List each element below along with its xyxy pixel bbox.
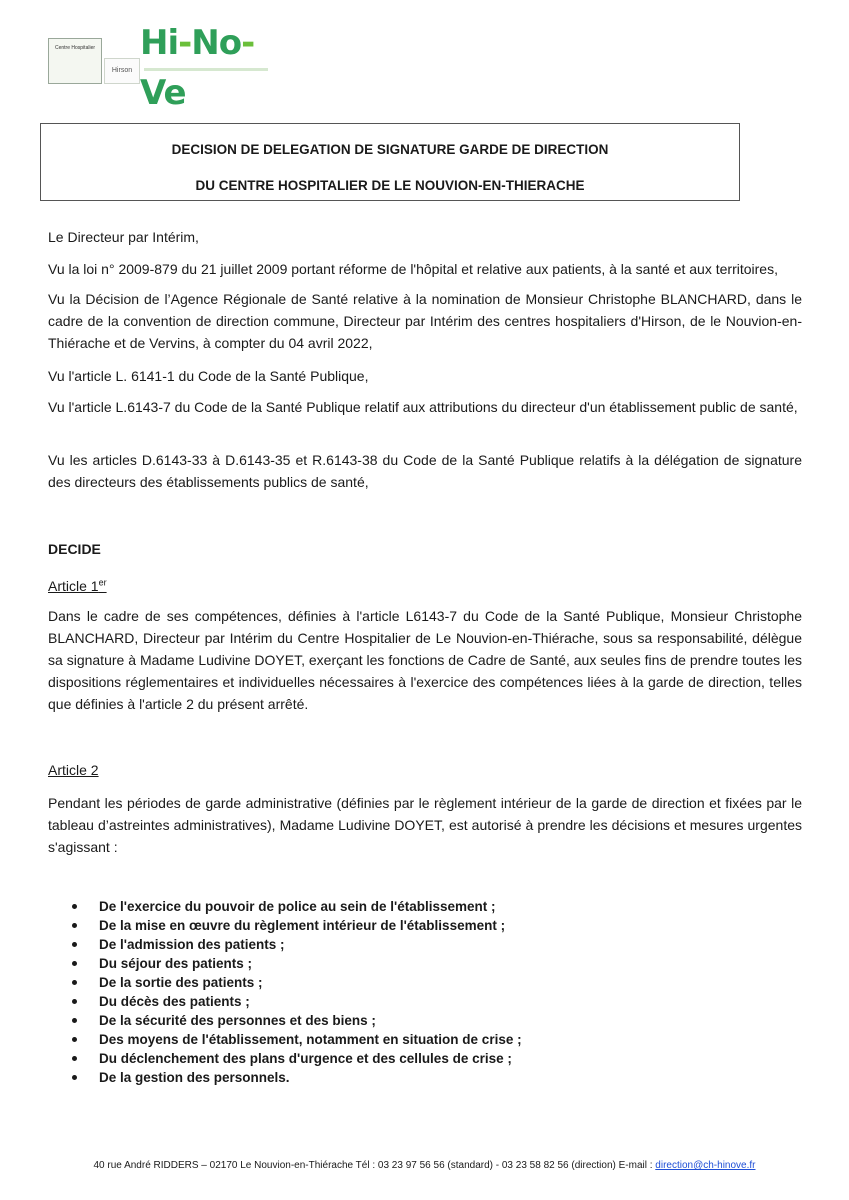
list-item [72, 897, 522, 916]
vu-paragraph-5: Vu les articles D.6143-33 à D.6143-35 et R.6143-38 du Code de la Santé Publique relatifs à la délégation de signature des directeurs des établissements publics de santé, [48, 452, 802, 490]
list-item [72, 1030, 522, 1049]
list-item [72, 1011, 522, 1030]
list-item-text: De la mise en œuvre du règlement intérieur de l'établissement ; [99, 918, 506, 933]
hinove-logo [48, 14, 278, 113]
footer-email-link[interactable]: direction@ch-hinove.fr [655, 1160, 756, 1171]
article-2-list [72, 897, 522, 1087]
document-title-line-1: DECISION DE DELEGATION DE SIGNATURE GARDE DE DIRECTION [171, 142, 609, 157]
article-1-label: Article 1 [48, 577, 99, 594]
bullet-icon [72, 1037, 77, 1042]
list-item [72, 916, 522, 935]
bullet-icon [72, 961, 77, 966]
list-item [72, 954, 522, 973]
bullet-icon [72, 1056, 77, 1061]
document-title-line-2: DU CENTRE HOSPITALIER DE LE NOUVION-EN-THIERACHE [195, 178, 585, 193]
brand-underline [144, 68, 268, 71]
article-1-text: Dans le cadre de ses compétences, définies à l'article L6143-7 du Code de la Santé Publique, Monsieur Christophe BLANCHARD, Directeur par Intérim du Centre Hospitalier de Le Nouvion-en-Thiérache, sous sa responsabilité, délègue sa signature à Madame Ludivine DOYET, exerçant les fonctions de Cadre de Santé, aux seules fins de prendre toutes les dispositions réglementaires et individuelles nécessaires à l'exercice des compétences liées à la garde de direction, telles que définies à l'article 2 du présent arrêté. [48, 608, 802, 712]
hirson-logo: Hirson [104, 58, 140, 84]
decide-heading: DECIDE [48, 541, 101, 557]
bullet-icon [72, 923, 77, 928]
bullet-icon [72, 1018, 77, 1023]
list-item-text: Du déclenchement des plans d'urgence et des cellules de crise ; [99, 1051, 512, 1066]
list-item [72, 1068, 522, 1087]
brand-hi: Hi [140, 23, 179, 63]
vu-paragraph-3: Vu l'article L. 6141-1 du Code de la Santé Publique, [48, 368, 369, 384]
bullet-icon [72, 1075, 77, 1080]
article-2-heading [48, 759, 802, 781]
bullet-icon [72, 942, 77, 947]
list-item-text: De la sortie des patients ; [99, 975, 263, 990]
brand-ve: Ve [140, 73, 186, 113]
article-1-superscript: er [98, 577, 107, 587]
vu-paragraph-2: Vu la Décision de l’Agence Régionale de Santé relative à la nomination de Monsieur Christophe BLANCHARD, dans le cadre de la convention de direction commune, Directeur par Intérim des centres hospitaliers d'Hirson, de le Nouvion-en-Thiérache et de Vervins, à compter du 04 avril 2022, [48, 291, 802, 351]
list-item [72, 992, 522, 1011]
document-title-box [40, 123, 740, 201]
brand-hyphen-1: - [178, 23, 192, 63]
directeur-line: Le Directeur par Intérim, [48, 229, 199, 245]
list-item [72, 1049, 522, 1068]
list-item-text: Du séjour des patients ; [99, 956, 253, 971]
bullet-icon [72, 999, 77, 1004]
page-footer [0, 1160, 849, 1171]
article-1-heading [48, 571, 802, 597]
list-item-text: Des moyens de l'établissement, notamment en situation de crise ; [99, 1032, 522, 1047]
article-2-text: Pendant les périodes de garde administrative (définies par le règlement intérieur de la garde de direction et fixées par le tableau d’astreintes administratives), Madame Ludivine DOYET, est autorisé à prendre les décisions et mesures urgentes s'agissant : [48, 795, 802, 855]
list-item [72, 973, 522, 992]
list-item [72, 935, 522, 954]
list-item-text: De l'admission des patients ; [99, 937, 285, 952]
footer-address: 40 rue André RIDDERS – 02170 Le Nouvion-en-Thiérache Tél : 03 23 97 56 56 (standard) - 03 23 58 82 56 (direction) E-mail : [93, 1160, 656, 1171]
bullet-icon [72, 904, 77, 909]
hospital-logo-text: Centre Hospitalier [55, 45, 96, 51]
hospital-logo-box [48, 38, 102, 84]
list-item-text: Du décès des patients ; [99, 994, 250, 1009]
bullet-icon [72, 980, 77, 985]
list-item-text: De la gestion des personnels. [99, 1070, 290, 1085]
list-item-text: De l'exercice du pouvoir de police au sein de l'établissement ; [99, 899, 496, 914]
article-1-heading-text [48, 578, 107, 594]
vu-paragraph-4: Vu l'article L.6143-7 du Code de la Santé Publique relatif aux attributions du directeur d'un établissement public de santé, [48, 399, 798, 415]
article-2-heading-text: Article 2 [48, 762, 99, 778]
brand-hyphen-2: - [241, 23, 252, 63]
list-item-text: De la sécurité des personnes et des biens ; [99, 1013, 376, 1028]
brand-no: No [191, 23, 242, 63]
vu-paragraph-1: Vu la loi n° 2009-879 du 21 juillet 2009 portant réforme de l'hôpital et relative aux patients, à la santé et aux territoires, [48, 261, 778, 277]
